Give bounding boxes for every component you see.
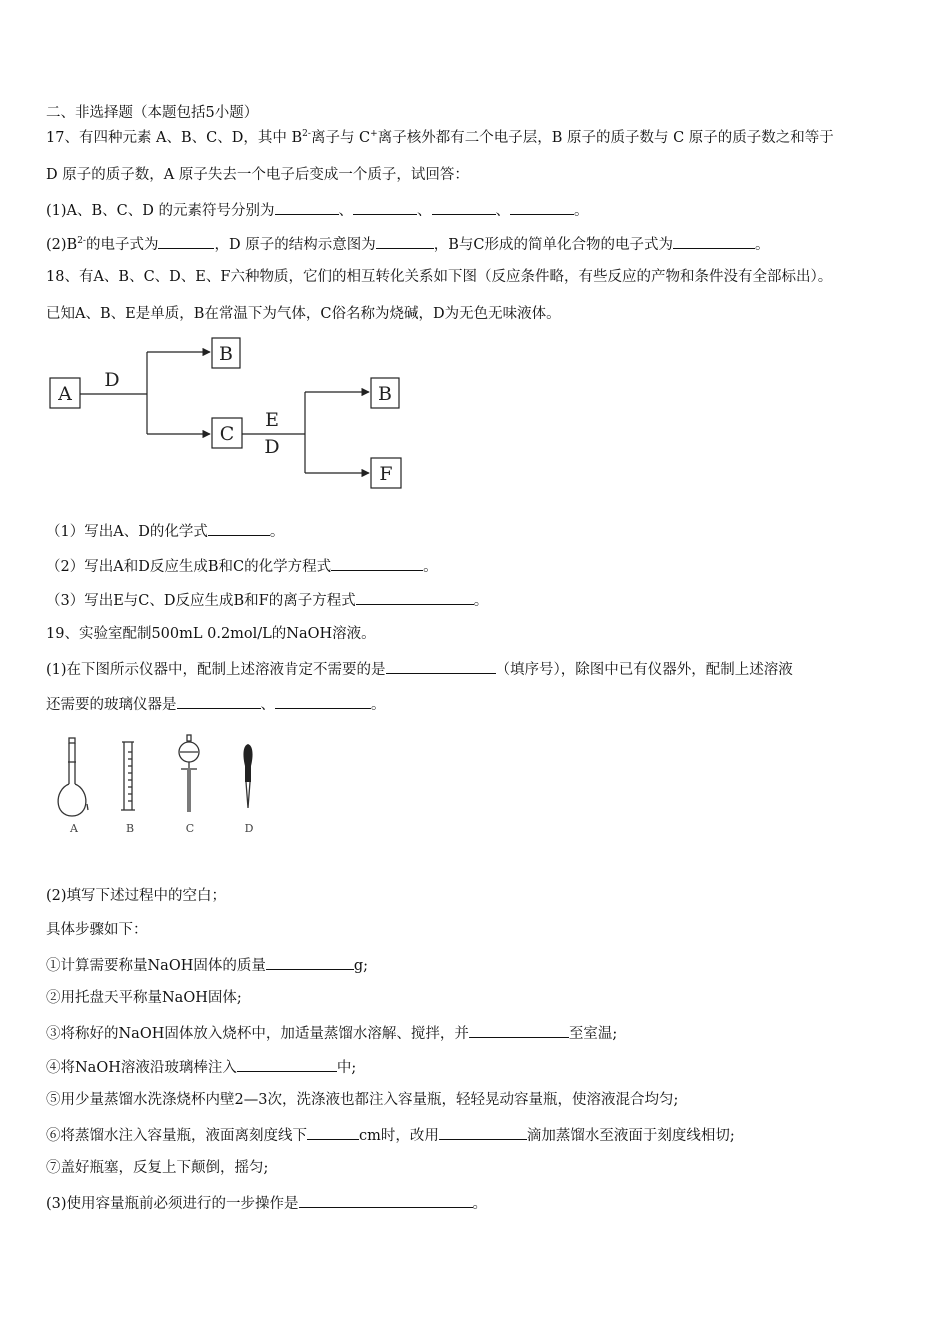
label-d-top: D	[104, 369, 120, 391]
answer-blank[interactable]	[266, 954, 354, 970]
step-2: ②用托盘天平称量NaOH固体;	[46, 990, 242, 1006]
step-7: ⑦盖好瓶塞，反复上下颠倒，摇匀;	[46, 1160, 269, 1176]
answer-blank[interactable]	[331, 555, 423, 571]
answer-blank[interactable]	[275, 693, 371, 709]
step-1: ①计算需要称量NaOH固体的质量 g;	[46, 954, 368, 976]
q19-part3: (3)使用容量瓶前必须进行的一步操作是 。	[46, 1192, 487, 1214]
q18-line2: 已知A、B、E是单质，B在常温下为气体，C俗名称为烧碱，D为无色无味液体。	[46, 306, 561, 322]
label-b-top: B	[219, 343, 233, 365]
dropper-icon	[246, 782, 250, 808]
answer-blank[interactable]	[353, 199, 417, 215]
label-c: C	[219, 423, 235, 445]
step-5: ⑤用少量蒸馏水洗涤烧杯内壁2—3次，洗涤液也都注入容量瓶，轻轻晃动容量瓶，使溶液混合均匀;	[46, 1092, 679, 1108]
answer-blank[interactable]	[299, 1192, 473, 1208]
q19-part1-line2: 还需要的玻璃仪器是 、 。	[46, 693, 386, 715]
q19-part1-line1: (1)在下图所示仪器中，配制上述溶液肯定不需要的是 （填序号），除图中已有仪器外，配制上述溶液	[46, 658, 793, 680]
reaction-diagram	[40, 330, 420, 500]
answer-blank[interactable]	[673, 233, 755, 249]
answer-blank[interactable]	[469, 1022, 569, 1038]
q19-title: 19、实验室配制500mL 0.2mol/L的NaOH溶液。	[46, 626, 376, 642]
q17-line2: D 原子的质子数，A 原子失去一个电子后变成一个质子，试回答：	[46, 167, 469, 183]
instrument-label-d: D	[244, 822, 254, 835]
answer-blank[interactable]	[386, 658, 496, 674]
instrument-label-c: C	[185, 822, 195, 835]
section-title: 二、非选择题（本题包括5小题）	[46, 105, 259, 121]
q17-line1: 17、有四种元素 A、B、C、D，其中 $B^{2-}$离子与 C+离子核外都有二个电子层，B 原子的质子数与 C 原子的质子数之和等于	[46, 129, 834, 146]
instrument-figure	[48, 732, 278, 840]
instrument-label-b: B	[125, 822, 135, 835]
q18-line1: 18、有A、B、C、D、E、F六种物质，它们的相互转化关系如下图（反应条件略，有些反应的产物和条件没有全部标出）。	[46, 269, 833, 285]
label-e: E	[265, 409, 279, 431]
answer-blank[interactable]	[177, 693, 261, 709]
step-4: ④将NaOH溶液沿玻璃棒注入 中;	[46, 1056, 356, 1078]
answer-blank[interactable]	[237, 1056, 337, 1072]
step-6: ⑥将蒸馏水注入容量瓶，液面离刻度线下 cm时，改用 滴加蒸馏水至液面于刻度线相切;	[46, 1124, 735, 1146]
volumetric-flask-icon	[58, 738, 88, 816]
steps-title: 具体步骤如下：	[46, 922, 148, 938]
q18-sub2: （2）写出A和D反应生成B和C的化学方程式 。	[46, 555, 438, 577]
answer-blank[interactable]	[439, 1124, 527, 1140]
graduated-cylinder-icon	[121, 742, 135, 810]
answer-blank[interactable]	[510, 199, 574, 215]
answer-blank[interactable]	[208, 520, 270, 536]
answer-blank[interactable]	[432, 199, 496, 215]
label-f: F	[379, 463, 393, 485]
answer-blank[interactable]	[158, 233, 214, 249]
q17-part1: (1)A、B、C、D 的元素符号分别为 、 、 、 。	[46, 199, 589, 221]
separatory-funnel-icon	[179, 735, 199, 812]
instrument-label-a: A	[70, 822, 78, 835]
label-d-bottom: D	[264, 436, 280, 458]
answer-blank[interactable]	[275, 199, 339, 215]
label-a: A	[58, 383, 72, 405]
label-b-right: B	[378, 383, 392, 405]
q18-sub3: （3）写出E与C、D反应生成B和F的离子方程式 。	[46, 589, 488, 611]
step-3: ③将称好的NaOH固体放入烧杯中，加适量蒸馏水溶解、搅拌，并 至室温;	[46, 1022, 617, 1044]
answer-blank[interactable]	[376, 233, 434, 249]
q17-part2: $(2)B^{2-}$的电子式为 ，D 原子的结构示意图为 ，B与C形成的简单化合物的电子式为 。	[46, 233, 769, 255]
q18-sub1: （1）写出A、D的化学式 。	[46, 520, 284, 542]
answer-blank[interactable]	[307, 1124, 359, 1140]
q19-part2: (2)填写下述过程中的空白；	[46, 888, 227, 904]
answer-blank[interactable]	[356, 589, 474, 605]
